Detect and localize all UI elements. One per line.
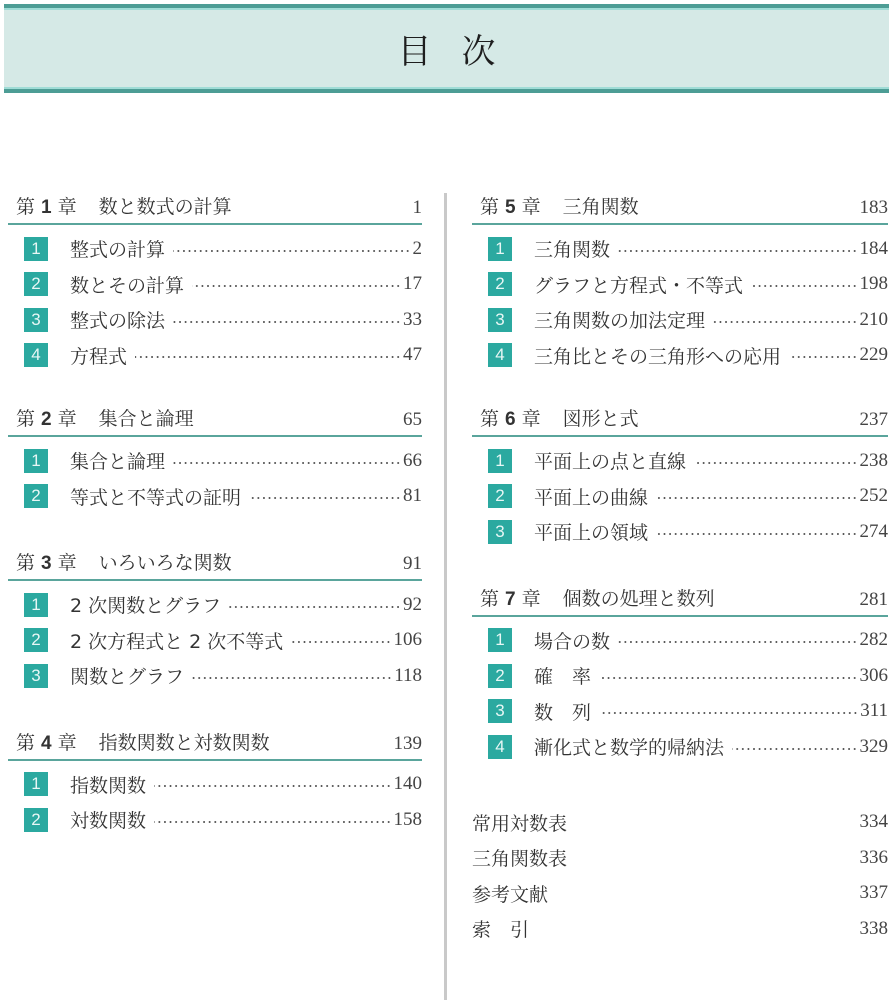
chapter-heading[interactable]	[8, 193, 422, 225]
chapter-page: 139	[393, 732, 422, 754]
title-banner	[4, 4, 889, 93]
appendix-entry[interactable]	[472, 805, 888, 841]
dot-leader	[694, 462, 857, 464]
chapter-prefix: 第	[16, 552, 36, 574]
section-number-badge: 1	[488, 449, 512, 473]
dot-leader	[291, 641, 391, 643]
chapter-title: いろいろな関数	[98, 552, 232, 574]
section-title: 平面上の点と直線	[534, 451, 687, 474]
dot-leader	[173, 321, 401, 323]
dot-leader	[192, 285, 401, 287]
page-title: 目次	[397, 32, 526, 72]
chapter-title: 集合と論理	[98, 408, 194, 430]
section-title: 平面上の曲線	[534, 486, 649, 509]
section-title: 整式の計算	[70, 239, 166, 262]
chapter-heading[interactable]	[8, 549, 422, 581]
section-page: 47	[403, 344, 422, 366]
section-number-badge: 3	[24, 308, 48, 332]
section-title: 数 列	[534, 701, 592, 724]
section-entry[interactable]	[8, 338, 422, 374]
dot-leader	[154, 821, 391, 823]
appendix-page: 338	[859, 917, 888, 939]
chapter-title: 三角関数	[562, 196, 639, 218]
section-entry[interactable]	[472, 267, 888, 303]
chapter-heading[interactable]	[472, 405, 888, 437]
chapter-heading[interactable]	[472, 193, 888, 225]
toc-left-column	[8, 193, 422, 838]
section-number-badge: 3	[488, 308, 512, 332]
section-page: 140	[393, 773, 422, 795]
appendix-entry[interactable]	[472, 840, 888, 876]
section-number-badge: 3	[488, 520, 512, 544]
dot-leader	[135, 356, 401, 358]
section-number-badge: 1	[24, 772, 48, 796]
dot-leader	[249, 497, 401, 499]
section-page: 81	[403, 485, 422, 507]
dot-leader	[751, 285, 857, 287]
appendix-page: 334	[859, 811, 888, 833]
section-entry[interactable]	[472, 443, 888, 479]
section-page: 106	[393, 629, 422, 651]
dot-leader	[618, 250, 857, 252]
section-entry[interactable]	[8, 623, 422, 659]
chapter-heading[interactable]	[472, 585, 888, 617]
dot-leader	[656, 497, 857, 499]
section-title: 確 率	[534, 666, 592, 689]
dot-leader	[618, 641, 857, 643]
section-page: 229	[859, 344, 888, 366]
section-title: 三角関数	[534, 239, 611, 262]
chapter-heading[interactable]	[8, 729, 422, 761]
section-title: 方程式	[70, 345, 128, 368]
dot-leader	[599, 677, 857, 679]
section-title: 2 次方程式と 2 次不等式	[70, 630, 284, 653]
chapter-page: 183	[859, 197, 888, 218]
section-page: 282	[859, 629, 888, 651]
dot-leader	[173, 462, 401, 464]
section-page: 306	[859, 664, 888, 686]
section-entry[interactable]	[472, 479, 888, 515]
chapter-suffix: 章	[57, 731, 77, 754]
chapter-4	[8, 729, 422, 838]
chapter-number: 4	[41, 732, 52, 754]
chapter-page: 237	[859, 409, 888, 430]
section-entry[interactable]	[8, 231, 422, 267]
chapter-suffix: 章	[521, 587, 541, 610]
chapter-1	[8, 193, 422, 373]
chapter-prefix: 第	[16, 196, 36, 218]
appendix-page: 336	[859, 846, 888, 868]
chapter-prefix: 第	[480, 587, 500, 610]
dot-leader	[599, 712, 858, 714]
section-entry[interactable]	[8, 658, 422, 694]
section-entry[interactable]	[472, 338, 888, 374]
section-page: 33	[403, 308, 422, 330]
chapter-title: 数と数式の計算	[98, 196, 232, 218]
section-page: 118	[394, 664, 422, 686]
section-entry[interactable]	[472, 658, 888, 694]
chapter-number: 2	[41, 409, 52, 430]
section-title: 数とその計算	[70, 274, 185, 297]
chapter-prefix: 第	[16, 408, 36, 430]
chapter-prefix: 第	[480, 408, 500, 430]
section-entry[interactable]	[472, 514, 888, 550]
section-entry[interactable]	[472, 231, 888, 267]
section-page: 210	[859, 308, 888, 330]
section-entry[interactable]	[8, 302, 422, 338]
appendix-title: 三角関数表	[472, 848, 568, 871]
appendix-title: 常用対数表	[472, 812, 568, 835]
section-title: 等式と不等式の証明	[70, 486, 242, 509]
section-page: 184	[859, 237, 888, 259]
dot-leader	[656, 533, 857, 535]
section-page: 274	[859, 520, 888, 542]
chapter-number: 3	[41, 553, 52, 574]
section-number-badge: 2	[24, 628, 48, 652]
section-page: 329	[859, 735, 888, 757]
section-number-badge: 2	[24, 808, 48, 832]
appendix-entry[interactable]	[472, 876, 888, 912]
chapter-7	[472, 585, 888, 765]
dot-leader	[192, 677, 392, 679]
section-title: 集合と論理	[70, 451, 166, 474]
chapter-suffix: 章	[57, 552, 77, 574]
chapter-6	[472, 405, 888, 550]
chapter-suffix: 章	[57, 408, 77, 430]
section-page: 252	[859, 485, 888, 507]
chapter-suffix: 章	[57, 196, 77, 218]
chapter-number: 7	[505, 588, 516, 610]
section-entry[interactable]	[8, 267, 422, 303]
section-page: 2	[412, 237, 422, 259]
section-title: 指数関数	[70, 774, 147, 797]
section-page: 17	[403, 273, 422, 295]
dot-leader	[229, 606, 401, 608]
section-number-badge: 4	[488, 343, 512, 367]
section-page: 238	[859, 449, 888, 471]
chapter-prefix: 第	[16, 731, 36, 754]
section-title: 2 次関数とグラフ	[70, 595, 222, 618]
section-title: 対数関数	[70, 810, 147, 833]
section-number-badge: 2	[488, 664, 512, 688]
chapter-number: 1	[41, 197, 52, 218]
section-number-badge: 2	[24, 272, 48, 296]
section-entry[interactable]	[472, 694, 888, 730]
section-number-badge: 2	[488, 272, 512, 296]
section-title: 漸化式と数学的帰納法	[534, 737, 725, 760]
chapter-page: 65	[403, 409, 422, 430]
section-number-badge: 4	[488, 735, 512, 759]
section-entry[interactable]	[8, 802, 422, 838]
appendix-page: 337	[859, 882, 888, 904]
section-entry[interactable]	[8, 767, 422, 803]
chapter-2	[8, 405, 422, 514]
dot-leader	[789, 356, 857, 358]
section-entry[interactable]	[472, 623, 888, 659]
toc-right-column	[472, 193, 888, 947]
chapter-suffix: 章	[521, 196, 541, 218]
dot-leader	[154, 785, 391, 787]
chapter-prefix: 第	[480, 196, 500, 218]
appendix-title: 索 引	[472, 919, 530, 942]
section-number-badge: 1	[24, 237, 48, 261]
section-number-badge: 1	[488, 628, 512, 652]
section-number-badge: 1	[488, 237, 512, 261]
section-page: 158	[393, 808, 422, 830]
chapter-page: 281	[859, 588, 888, 610]
section-page: 66	[403, 449, 422, 471]
section-entry[interactable]	[8, 443, 422, 479]
dot-leader	[732, 748, 857, 750]
chapter-number: 6	[505, 409, 516, 430]
dot-leader	[713, 321, 857, 323]
section-title: 三角関数の加法定理	[534, 310, 706, 333]
section-page: 198	[859, 273, 888, 295]
section-title: グラフと方程式・不等式	[534, 274, 744, 297]
column-divider	[444, 193, 447, 1000]
section-entry[interactable]	[472, 302, 888, 338]
chapter-number: 5	[505, 197, 516, 218]
section-title: 三角比とその三角形への応用	[534, 345, 782, 368]
section-number-badge: 2	[24, 484, 48, 508]
section-title: 整式の除法	[70, 310, 166, 333]
appendix-entry[interactable]	[472, 911, 888, 947]
chapter-title: 図形と式	[562, 408, 639, 430]
chapter-title: 指数関数と対数関数	[98, 731, 270, 754]
chapter-3	[8, 549, 422, 694]
section-number-badge: 2	[488, 484, 512, 508]
section-title: 関数とグラフ	[70, 666, 185, 689]
section-page: 92	[403, 593, 422, 615]
section-number-badge: 3	[24, 664, 48, 688]
chapter-page: 1	[412, 197, 422, 218]
appendix-list	[472, 805, 888, 947]
section-page: 311	[860, 700, 888, 722]
chapter-title: 個数の処理と数列	[562, 587, 715, 610]
chapter-heading[interactable]	[8, 405, 422, 437]
chapter-page: 91	[403, 553, 422, 574]
section-number-badge: 1	[24, 593, 48, 617]
section-number-badge: 3	[488, 699, 512, 723]
chapter-suffix: 章	[521, 408, 541, 430]
section-title: 平面上の領域	[534, 522, 649, 545]
section-title: 場合の数	[534, 630, 611, 653]
section-number-badge: 4	[24, 343, 48, 367]
appendix-title: 参考文献	[472, 883, 549, 906]
dot-leader	[173, 250, 410, 252]
section-number-badge: 1	[24, 449, 48, 473]
chapter-5	[472, 193, 888, 373]
section-entry[interactable]	[8, 587, 422, 623]
section-entry[interactable]	[8, 479, 422, 515]
section-entry[interactable]	[472, 729, 888, 765]
